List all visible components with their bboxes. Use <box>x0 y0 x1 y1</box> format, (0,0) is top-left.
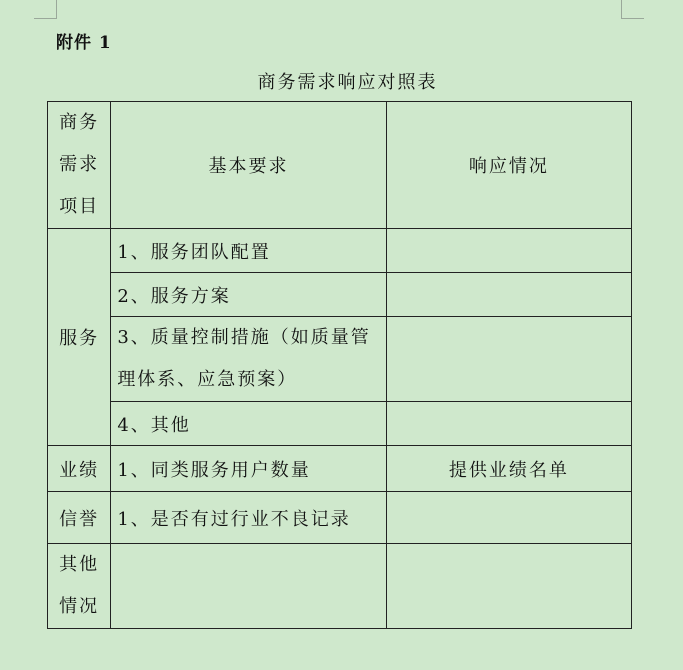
category-service: 服务 <box>48 229 111 446</box>
table-row <box>48 544 632 629</box>
table-row <box>48 492 632 544</box>
response-cell[interactable] <box>386 229 631 273</box>
page-corner-mark-right <box>621 0 644 19</box>
requirement-cell: 3、质量控制措施（如质量管理体系、应急预案） <box>111 317 386 402</box>
table-row <box>48 229 632 273</box>
requirement-cell: 1、是否有过行业不良记录 <box>111 492 386 544</box>
response-cell[interactable]: 提供业绩名单 <box>386 446 631 492</box>
category-reputation: 信誉 <box>48 492 111 544</box>
header-response: 响应情况 <box>386 102 631 229</box>
table-header-row <box>48 102 632 229</box>
category-other-line: 其他 <box>59 554 100 575</box>
page-corner-mark-left <box>34 0 57 19</box>
table-row <box>48 317 632 402</box>
response-cell[interactable] <box>386 492 631 544</box>
header-project-line: 需求 <box>59 154 100 175</box>
attachment-label: 附件 1 <box>56 33 112 53</box>
header-project-cell <box>48 102 111 229</box>
requirement-cell: 1、同类服务用户数量 <box>111 446 386 492</box>
table-row <box>48 273 632 317</box>
requirement-cell[interactable] <box>111 544 386 629</box>
business-requirements-table <box>47 101 632 629</box>
header-basic-requirement: 基本要求 <box>111 102 386 229</box>
response-cell[interactable] <box>386 544 631 629</box>
response-cell[interactable] <box>386 402 631 446</box>
requirement-cell: 1、服务团队配置 <box>111 229 386 273</box>
requirement-cell: 2、服务方案 <box>111 273 386 317</box>
table-title: 商务需求响应对照表 <box>257 72 438 93</box>
requirement-cell: 4、其他 <box>111 402 386 446</box>
header-project-line: 项目 <box>59 196 100 217</box>
category-performance: 业绩 <box>48 446 111 492</box>
category-other <box>48 544 111 629</box>
response-cell[interactable] <box>386 273 631 317</box>
header-project-line: 商务 <box>59 112 100 133</box>
response-cell[interactable] <box>386 317 631 402</box>
category-other-line: 情况 <box>59 596 100 617</box>
table-row <box>48 402 632 446</box>
table-row <box>48 446 632 492</box>
